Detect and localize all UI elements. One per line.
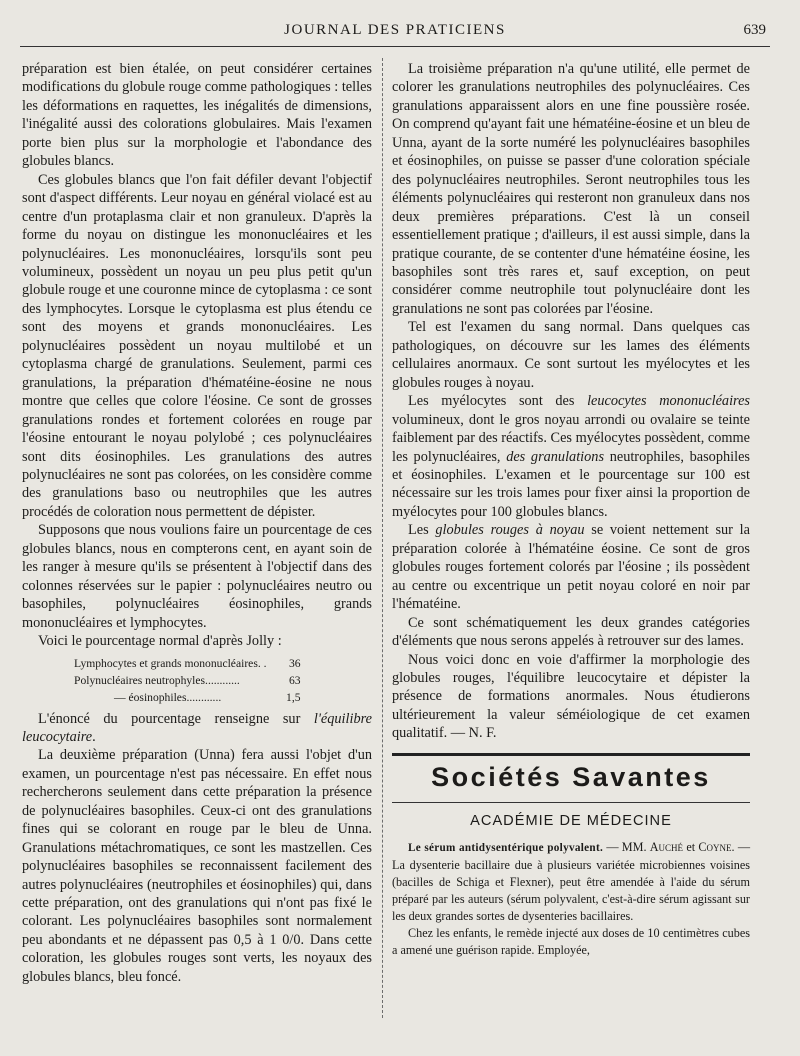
count-value: 63 [288,673,301,687]
text-run: Les [408,522,436,539]
paragraph [392,392,750,521]
table-row [74,689,301,706]
paragraph: Supposons que nous voulions faire un pourcentage de ces globules blancs, nous en compterons cent, en ayant soin de les ranger à mesure qu'ils se présentent à l'objectif dans des colonnes réservées sur le papier : polynucléaires neutro ou basophiles, polynucléaires éosinophiles, grands mononucléaires et lymphocytes. [22,522,372,631]
count-value: 36 [288,656,301,670]
right-column [392,60,750,959]
paragraph: Ces globules blancs que l'on fait défiler devant l'objectif sont d'aspect différents. Leur noyau en général violacé est au centre d'un protaplasma clair et non granuleux. D'après la forme du noyau on distingue les mononucléaires et les polynucléaires. Les mononucléaires, lorsqu'ils sont peu volumineux, possèdent un noyau un peu plus petit qu'un globule rouge et une couronne mince de cytoplasma : ce sont des lymphocytes. Lorsque le cytoplasma est plus étendu ce sont des moyens et grands mononucléaires. Les polynucléaires possèdent un noyau multilobé et un cytoplasma chargé de granulations. Seulement, parmi ces granulations, la préparation d'hématéine-éosine ne nous montre que celles que colore l'éosine. Ce sont de grosses granulations rondes et fortement colorées en rouge par l'éosine entourant le noyau polylobé ; ces polynucléaires sont dits éosinophiles. Les granulations des autres polynucléaires ne sont pas colorées, on les considère comme des granulations baso ou neutrophiles que les autres procédés de coloration nous permettent de dépister. [22,171,372,520]
column-divider [382,58,383,1018]
count-label: Lymphocytes et grands mononucléaires. . [74,656,267,670]
author-name: Auché [649,839,684,854]
paragraph: Ce sont schématiquement les deux grandes catégories d'éléments que nous serons appelés à retrouver sur des lames. [392,614,750,650]
italic-term: leucocytes mononucléaires [587,393,750,410]
text-run: Les myélocytes sont des [408,393,588,410]
paragraph: La deuxième préparation (Unna) fera aussi l'objet d'un examen, un pourcentage n'est pas nécessaire. En effet nous rechercherons seulement dans cette préparation la présence de polynucléaires basophiles. Ceux-ci ont des granulations fines qui se colorant en rouge par le bleu de Unna. Granulations métachromatiques, ce sont les mastzellen. Ces polynucléaires basophiles se reconnaissent facilement des autres polynucléaires (neutrophiles et éosinophiles) qui, dans cette préparation, ont des granulations qui n'ont pas fixé le colorant. Les polynucléaires basophiles sont normalement peu abondants et ne dépassent pas 0,5 à 1 0/0. Dans cette coloration, les globules rouges sont verts, les noyaux des globules blancs, bleu foncé. [22,747,372,985]
leukocyte-count-table [74,655,301,706]
italic-term: globules rouges à noyau [435,522,585,539]
count-label: Polynucléaires neutrophyles............ [74,673,240,687]
text-run: et [683,839,699,854]
table-row [74,655,301,672]
running-header [20,20,770,46]
paragraph [392,521,750,613]
paragraph: Voici le pourcentage normal d'après Jolly : [38,633,282,650]
italic-term: l'équilibre leucocytaire [22,710,372,745]
count-label: — éosinophiles............ [114,690,222,704]
text-run: . [92,728,96,745]
society-item [392,839,750,925]
left-column [22,60,372,986]
text-run: L'énoncé du pourcentage renseigne sur [38,710,314,727]
text-run: neutrophiles, basophiles et éosinophiles. L'examen et le pourcentage sur 100 est nécessaire sur les trois lames pour fixer ainsi la proportion de myélocytes pour 100 globules blancs. [392,448,750,520]
count-value: 1,5 [286,690,301,704]
paragraph [22,710,372,747]
paragraph: La troisième préparation n'a qu'une utilité, elle permet de colorer les granulations neutrophiles des polynucléaires. Ces granulations apparaissent alors en une fine poussière rosée. On comprend qu'ayant fait une hématéine-éosine et un bleu de Unna, ayant de la sorte numéré les polynucléaires basophiles et éosinophiles, on puisse se passer d'une coloration spéciale des polynucléaires neutrophiles. Seront neutrophiles tous les éléments polynucléaires qui resteront non granuleux dans nos deux premières préparations. C'est là un conseil essentiellement pratique ; d'ailleurs, il est aussi simple, dans la pratique courante, de se contenter d'une hématéine éosine, les basophiles sont très rares et, sauf exception, on peut considérer comme neutrophile tout polynucléaire dont les granulations ne sont pas colorées par l'éosine. [392,61,750,317]
header-rule [20,46,770,47]
table-row [74,672,301,689]
journal-title: JOURNAL DES PRATICIENS [284,22,506,38]
page-number: 639 [743,22,766,38]
subsection-rule [392,802,750,803]
section-rule [392,753,750,756]
italic-term: des granulations [506,448,605,465]
item-heading: Le sérum antidysentérique polyvalent. [408,841,604,854]
text-run: . — La dysenterie bacillaire due à plusieurs variétée microbiennes voisines (bacilles de Schiga et Flexner), peut être amendée à l'aide du sérum préparé par les auteurs (sérum polyvalent, c'est-à-dire sérum agissant sur les deux grandes sortes de dysenteries bacillaires. [392,839,751,923]
text-run: volumineux, dont le gros noyau arrondi ou ovalaire se teinte faiblement par des réactifs. Ces myélocytes possèdent, comme les polynucléaires, [392,411,750,465]
subsection-title: ACADÉMIE DE MÉDECINE [470,812,672,829]
paragraph: Nous voici donc en voie d'affirmer la morphologie des globules rouges, l'équilibre leucocytaire et dépister la présence de formations anormales. Nous étudierons ultérieurement la valeur séméiologique de cet examen qualitatif. — N. F. [392,651,750,742]
text-run: — MM. [603,839,650,854]
section-title: Sociétés Savantes [431,761,711,792]
paragraph: Tel est l'examen du sang normal. Dans quelques cas pathologiques, on découvre sur les lames des éléments cellulaires anormaux. Ce sont surtout les myélocytes et les globules rouges à noyau. [392,319,750,391]
author-name: Coyne [698,839,732,854]
paragraph: préparation est bien étalée, on peut considérer certaines modifications du globule rouge comme pathologiques : telles les déformations en raquettes, les inégalités de dimensions, l'inégalité aussi des colorations globulaires. Mais l'examen porte bien plus sur la morphologie et l'abondance des globules blancs. [22,61,372,170]
text-run: se voient nettement sur la préparation colorée à l'hématéine éosine. Ce sont de gros globules rouges fortement colorés par l'éosine ; ils possèdent au centre ou excentrique un petit noyau coloré en noir par l'hématéine. [392,522,750,613]
paragraph: Chez les enfants, le remède injecté aux doses de 10 centimètres cubes a amené une guérison rapide. Employée, [392,925,750,957]
